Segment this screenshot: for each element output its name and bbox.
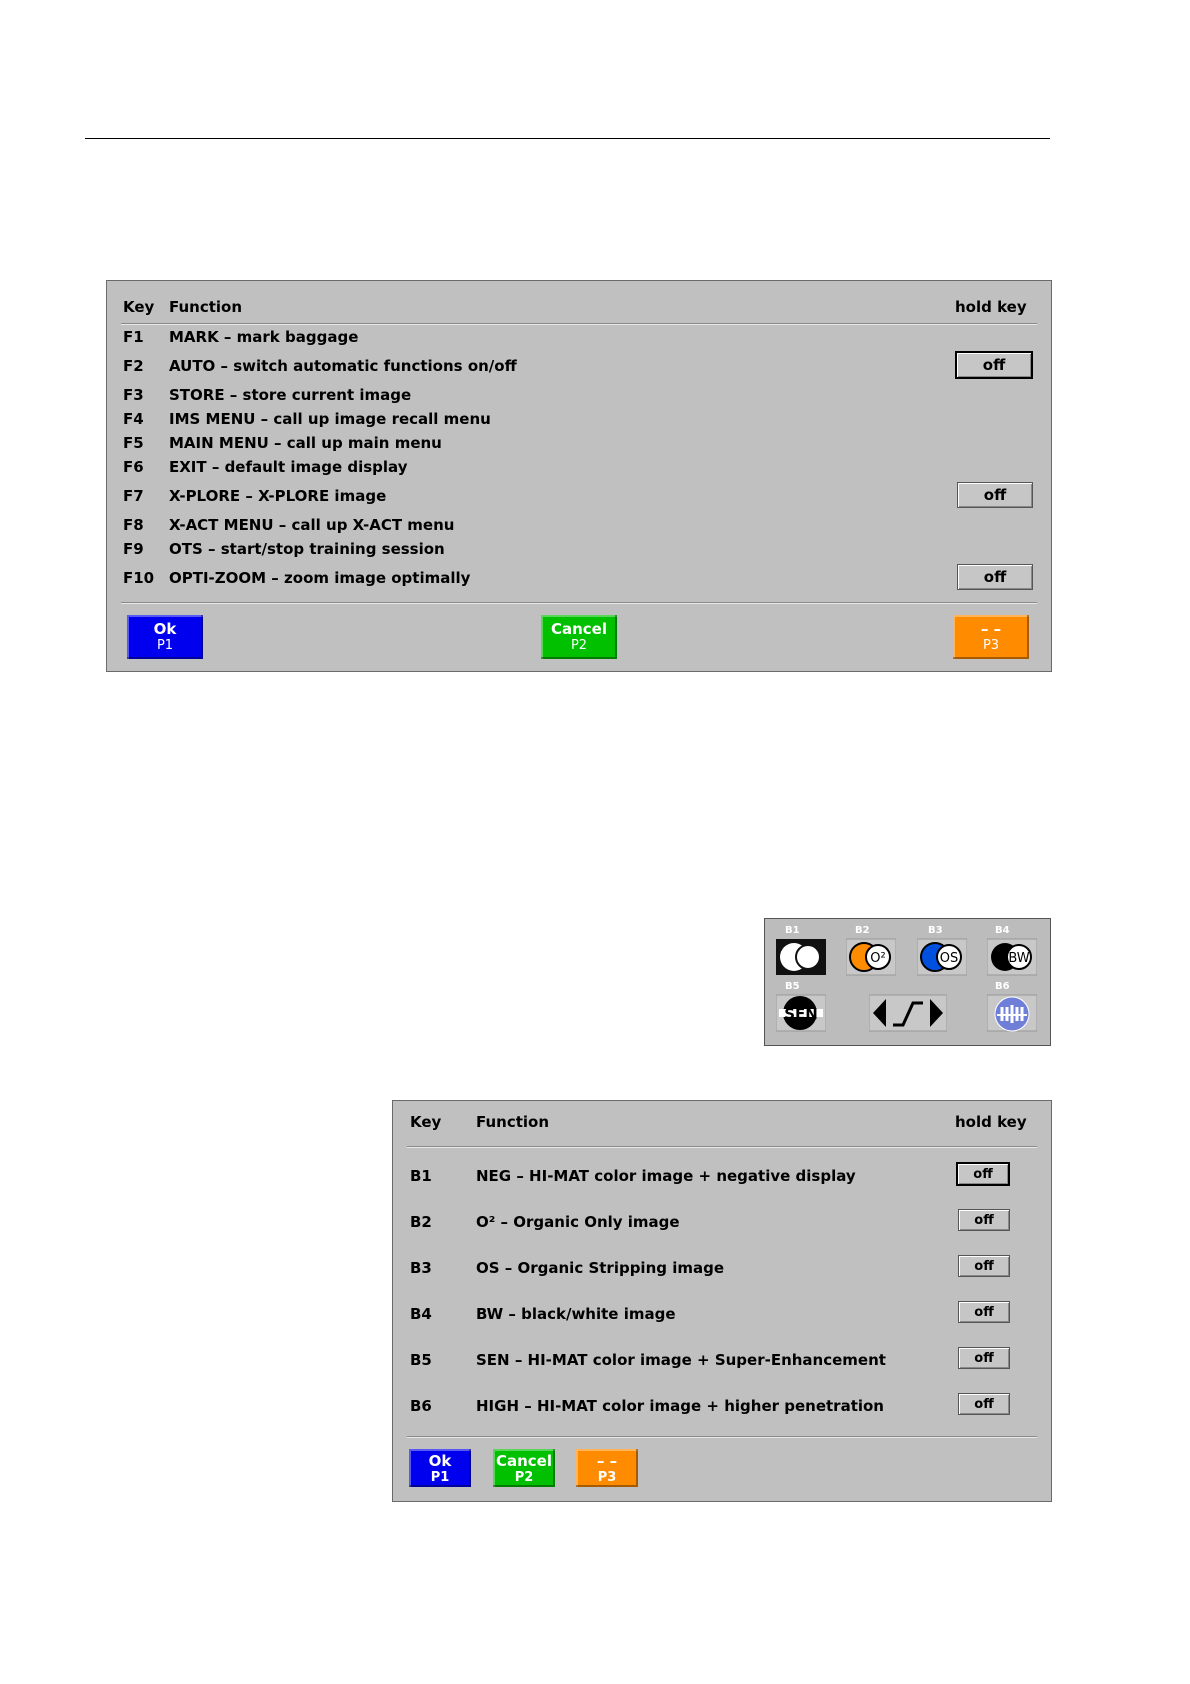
ok-button-key: P1 (156, 638, 174, 653)
key-column-header: Key (123, 298, 155, 316)
palette-label-b2: B2 (855, 925, 870, 936)
organic-stripping-icon[interactable] (917, 937, 967, 977)
hold-toggle-b6[interactable]: off (958, 1393, 1010, 1415)
row-function: OS – Organic Stripping image (476, 1259, 725, 1277)
cancel-button-key: P2 (514, 1470, 534, 1485)
cancel-button-label: Cancel (550, 620, 607, 638)
row-function: IMS MENU – call up image recall menu (169, 410, 491, 428)
footer-separator (407, 1436, 1037, 1438)
row-key: F4 (123, 410, 144, 428)
row-key: F3 (123, 386, 144, 404)
organic-only-icon[interactable] (846, 937, 896, 977)
high-penetration-icon[interactable] (987, 993, 1037, 1033)
organic-only-icon-text: O² (870, 951, 886, 966)
sen-icon[interactable] (776, 993, 826, 1033)
function-column-header: Function (476, 1113, 550, 1131)
black-white-icon[interactable] (987, 937, 1037, 977)
ok-button-label: Ok (153, 620, 177, 638)
ok-button[interactable] (409, 1449, 471, 1487)
black-white-icon-text: BW (1008, 951, 1030, 966)
row-key: B3 (410, 1259, 432, 1277)
footer-separator (121, 602, 1037, 604)
palette-label-b6: B6 (995, 981, 1010, 992)
key-column-header: Key (410, 1113, 442, 1131)
hold-toggle-b5[interactable]: off (958, 1347, 1010, 1369)
ok-button-key: P1 (430, 1470, 450, 1485)
hold-toggle-b4[interactable]: off (958, 1301, 1010, 1323)
row-key: B6 (410, 1397, 432, 1415)
p3-button-label: – – (980, 620, 1002, 638)
ok-button-label: Ok (428, 1452, 452, 1470)
hold-toggle-f10[interactable]: off (957, 564, 1033, 590)
header-separator (407, 1146, 1037, 1148)
row-function: AUTO – switch automatic functions on/off (169, 357, 517, 375)
row-function: OTS – start/stop training session (169, 540, 445, 558)
row-key: F5 (123, 434, 144, 452)
header-separator (121, 323, 1037, 325)
hold-toggle-b1[interactable]: off (956, 1162, 1010, 1186)
row-key: F7 (123, 487, 144, 505)
neg-icon[interactable] (776, 937, 826, 977)
page-header-rule (85, 138, 1050, 139)
sen-icon-text: SEN (784, 1005, 818, 1023)
row-function: X-ACT MENU – call up X-ACT menu (169, 516, 455, 534)
function-column-header: Function (169, 298, 243, 316)
p3-button-label: – – (596, 1452, 618, 1470)
cancel-button-key: P2 (570, 638, 588, 653)
row-function: O² – Organic Only image (476, 1213, 680, 1231)
row-function: X-PLORE – X-PLORE image (169, 487, 387, 505)
row-key: B2 (410, 1213, 432, 1231)
image-keys-dialog (392, 1100, 1052, 1502)
cancel-button-label: Cancel (495, 1452, 552, 1470)
row-function: NEG – HI-MAT color image + negative display (476, 1167, 856, 1185)
row-key: F9 (123, 540, 144, 558)
row-function: MARK – mark baggage (169, 328, 359, 346)
row-key: F1 (123, 328, 144, 346)
hold-toggle-b3[interactable]: off (958, 1255, 1010, 1277)
row-function: HIGH – HI-MAT color image + higher penetration (476, 1397, 884, 1415)
hold-toggle-b2[interactable]: off (958, 1209, 1010, 1231)
hold-key-column-header: hold key (955, 298, 1027, 316)
image-mode-palette (764, 918, 1051, 1046)
row-function: SEN – HI-MAT color image + Super-Enhancement (476, 1351, 886, 1369)
palette-label-b5: B5 (785, 981, 800, 992)
palette-label-b1: B1 (785, 925, 800, 936)
row-key: F8 (123, 516, 144, 534)
function-keys-dialog (106, 280, 1052, 672)
palette-label-b3: B3 (928, 925, 943, 936)
hold-key-column-header: hold key (955, 1113, 1027, 1131)
row-function: BW – black/white image (476, 1305, 676, 1323)
row-function: EXIT – default image display (169, 458, 408, 476)
p3-button-key: P3 (982, 638, 1000, 653)
row-key: B1 (410, 1167, 432, 1185)
row-key: B4 (410, 1305, 432, 1323)
row-key: F6 (123, 458, 144, 476)
p3-button-key: P3 (597, 1470, 617, 1485)
row-key: B5 (410, 1351, 432, 1369)
organic-stripping-icon-text: OS (939, 951, 959, 966)
p3-button[interactable] (576, 1449, 638, 1487)
row-function: STORE – store current image (169, 386, 412, 404)
cancel-button[interactable] (493, 1449, 555, 1487)
hold-toggle-f2[interactable]: off (955, 351, 1033, 379)
ok-button[interactable] (127, 615, 203, 659)
hold-toggle-f7[interactable]: off (957, 482, 1033, 508)
gamma-curve-icon[interactable] (869, 993, 947, 1033)
palette-label-b4: B4 (995, 925, 1010, 936)
row-function: OPTI-ZOOM – zoom image optimally (169, 569, 471, 587)
p3-button[interactable] (953, 615, 1029, 659)
cancel-button[interactable] (541, 615, 617, 659)
row-key: F2 (123, 357, 144, 375)
row-function: MAIN MENU – call up main menu (169, 434, 442, 452)
row-key: F10 (123, 569, 155, 587)
